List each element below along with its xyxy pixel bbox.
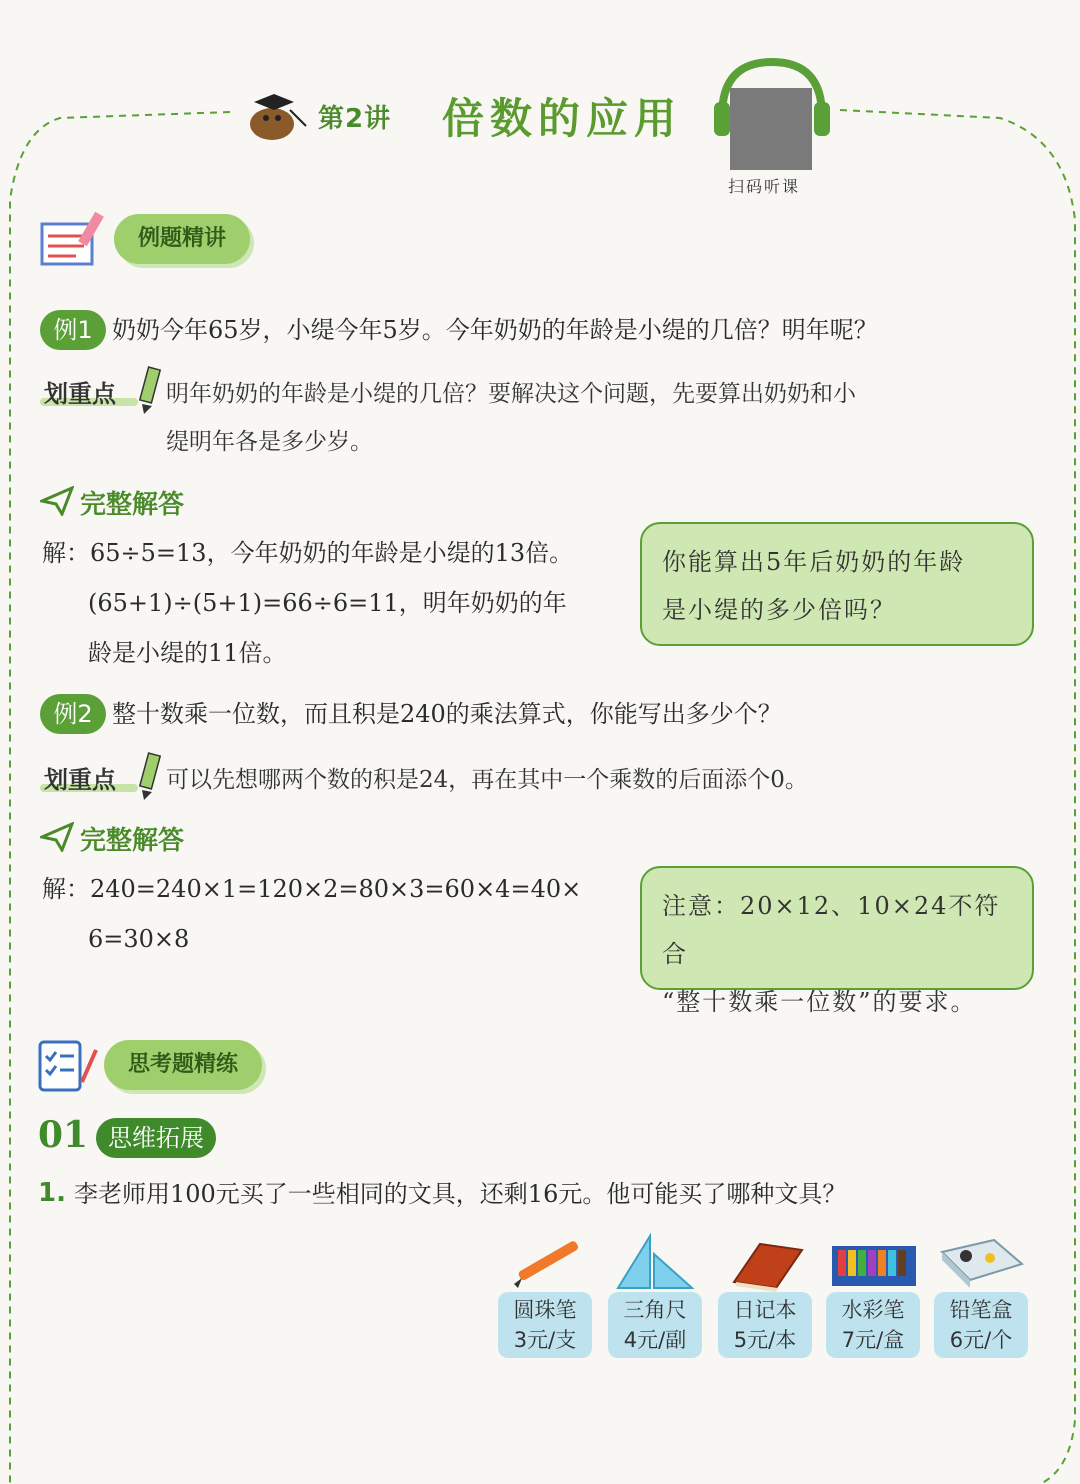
mascot-icon xyxy=(246,86,308,142)
example-2-solution-line-1: 解：240=240×1=120×2=80×3=60×4=40× xyxy=(42,875,582,903)
item-card xyxy=(826,1292,920,1358)
example-1-key-line-2: 缇明年各是多少岁。 xyxy=(166,429,373,455)
notebook-section-icon xyxy=(40,208,110,268)
pencil-icon xyxy=(134,752,164,800)
paper-plane-icon xyxy=(40,486,74,516)
example-2-badge: 例2 xyxy=(40,694,106,734)
example-2-solution-line-2: 6=30×8 xyxy=(88,925,190,953)
ballpoint-pen-icon xyxy=(498,1232,592,1292)
example-1-note-box xyxy=(640,522,1034,646)
checklist-section-icon xyxy=(38,1036,98,1092)
item-notebook xyxy=(718,1232,812,1358)
example-2-answer-title: 完整解答 xyxy=(80,826,185,856)
item-card xyxy=(498,1292,592,1358)
example-1-solution-line-2: (65+1)÷(5+1)=66÷6=11，明年奶奶的年 xyxy=(88,589,567,617)
item-price: 3元/支 xyxy=(513,1328,577,1352)
example-1-key-line-1: 明年奶奶的年龄是小缇的几倍？要解决这个问题，先要算出奶奶和小 xyxy=(166,381,856,407)
section-tag-examples: 例题精讲 xyxy=(114,214,250,264)
item-name: 三角尺 xyxy=(623,1298,687,1322)
example-1-question: 奶奶今年65岁，小缇今年5岁。今年奶奶的年龄是小缇的几倍？明年呢？ xyxy=(112,316,878,344)
item-name: 圆珠笔 xyxy=(513,1298,577,1322)
item-price: 6元/个 xyxy=(949,1328,1013,1352)
item-card xyxy=(608,1292,702,1358)
watercolor-pens-icon xyxy=(826,1232,920,1292)
example-1-answer-title: 完整解答 xyxy=(80,490,185,520)
lesson-title: 倍数的应用 xyxy=(442,94,683,143)
example-2-note-box xyxy=(640,866,1034,1016)
item-card xyxy=(718,1292,812,1358)
practice-section-name: 思维拓展 xyxy=(96,1118,216,1158)
pencil-icon xyxy=(134,366,164,414)
triangle-ruler-icon xyxy=(608,1232,702,1292)
item-pencil-case xyxy=(934,1232,1028,1358)
example-2-key-line-1: 可以先想哪两个数的积是24，再在其中一个乘数的后面添个0。 xyxy=(166,767,808,793)
example-2-note-line-2: “整十数乘一位数”的要求。 xyxy=(662,988,977,1016)
example-1-solution-line-3: 龄是小缇的11倍。 xyxy=(88,639,287,667)
item-name: 水彩笔 xyxy=(841,1298,905,1322)
item-price: 7元/盒 xyxy=(841,1328,905,1352)
item-ballpoint-pen xyxy=(498,1232,592,1358)
example-2-note-line-1: 注意：20×12、10×24不符合 xyxy=(662,892,1001,968)
example-1-solution-line-1: 解：65÷5=13，今年奶奶的年龄是小缇的13倍。 xyxy=(42,539,574,567)
question-number: 1. xyxy=(38,1178,66,1208)
paper-plane-icon xyxy=(40,822,74,852)
pencil-case-icon xyxy=(934,1232,1028,1292)
example-1-badge: 例1 xyxy=(40,310,106,350)
item-name: 日记本 xyxy=(733,1298,797,1322)
key-point-label: 划重点 xyxy=(44,380,116,408)
item-triangle-ruler xyxy=(608,1232,702,1358)
item-price: 4元/副 xyxy=(623,1328,687,1352)
practice-section-number: 01 xyxy=(38,1114,89,1156)
practice-question: 李老师用100元买了一些相同的文具，还剩16元。他可能买了哪种文具？ xyxy=(74,1180,847,1208)
notebook-icon xyxy=(718,1232,812,1292)
qr-code[interactable] xyxy=(730,88,812,170)
lecture-number: 第2讲 xyxy=(318,104,392,134)
example-2-question: 整十数乘一位数，而且积是240的乘法算式，你能写出多少个？ xyxy=(112,700,782,728)
section-tag-practice: 思考题精练 xyxy=(104,1040,262,1090)
example-1-note-line-2: 是小缇的多少倍吗？ xyxy=(662,596,896,624)
item-price: 5元/本 xyxy=(733,1328,797,1352)
example-1-note-line-1: 你能算出5年后奶奶的年龄 xyxy=(662,548,966,576)
item-card xyxy=(934,1292,1028,1358)
item-name: 铅笔盒 xyxy=(949,1298,1013,1322)
qr-label: 扫码听课 xyxy=(728,177,801,196)
item-watercolor-pens xyxy=(826,1232,920,1358)
key-point-label: 划重点 xyxy=(44,766,116,794)
